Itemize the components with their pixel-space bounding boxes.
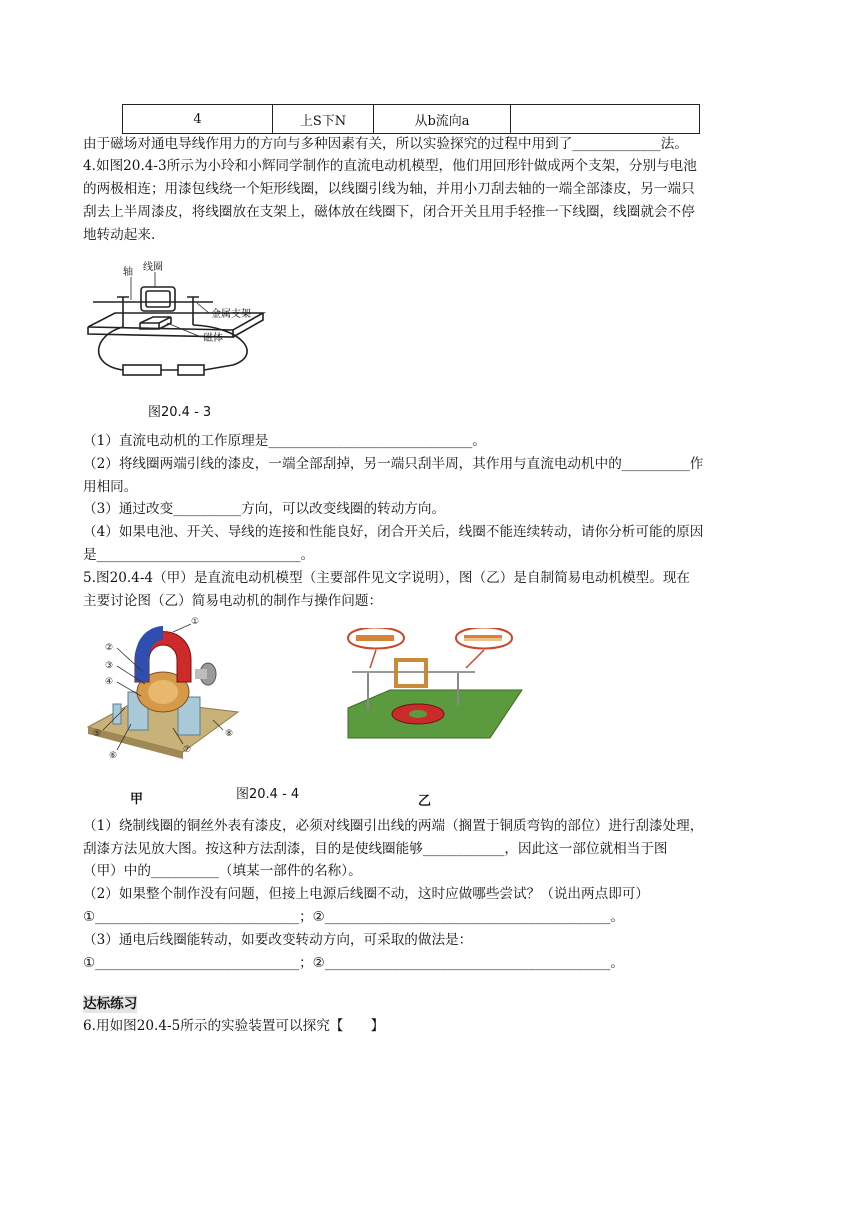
text-line: （2）如果整个制作没有问题，但接上电源后线圈不动，这时应做哪些尝试？（说出两点即可） <box>83 886 649 902</box>
callout-6: ⑥ <box>109 751 118 761</box>
label-magnet: 磁体 <box>203 333 223 344</box>
callout-7: ⑦ <box>183 745 192 755</box>
callout-5: ⑤ <box>93 729 102 739</box>
text-line: 是______________________________。 <box>83 547 315 563</box>
dc-motor-model <box>83 612 241 762</box>
text-line: 刮去上半周漆皮，将线圈放在支架上，磁体放在线圈下，闭合开关且用手轻推一下线圈，线圈就会不停 <box>83 204 695 220</box>
simple-motor-model <box>340 628 530 750</box>
table-row <box>123 105 700 134</box>
label-coil: 线圈 <box>143 262 163 273</box>
text-line: （4）如果电池、开关、导线的连接和性能良好，闭合开关后，线圈不能连续转动，请你分析可能的原因 <box>83 524 704 540</box>
figure-motor-jia <box>83 612 241 762</box>
figure-20-4-3 <box>83 255 273 385</box>
text-line: ①______________________________；②__________________________________________。 <box>83 909 624 925</box>
section-title: 达标练习 <box>83 996 138 1012</box>
table-cell: 从b流向a <box>374 105 511 134</box>
text-line: 地转动起来. <box>83 227 156 243</box>
text-line: （1）绕制线圈的铜丝外表有漆皮，必须对线圈引出线的两端（搁置于铜质弯钩的部位）进行刮漆处理， <box>83 818 704 834</box>
label-jia: 甲 <box>130 792 144 807</box>
label-axis: 轴 <box>123 267 133 278</box>
callout-8: ⑧ <box>225 729 234 739</box>
text-line: ①______________________________；②__________________________________________。 <box>83 955 624 971</box>
figure-caption: 图20.4 - 3 <box>148 405 212 420</box>
text-line: （2）将线圈两端引线的漆皮，一端全部刮掉，另一端只刮半周，其作用与直流电动机中的__________作 <box>83 456 704 472</box>
callout-3: ③ <box>105 661 114 671</box>
text-line: （1）直流电动机的工作原理是______________________________。 <box>83 433 486 449</box>
text-line: 的两极相连；用漆包线绕一个矩形线圈，以线圈引线为轴，并用小刀刮去轴的一端全部漆皮，另一端只 <box>83 181 695 197</box>
label-yi: 乙 <box>418 794 432 809</box>
text-line: 刮漆方法见放大图。按这种方法刮漆，目的是使线圈能够____________，因此这一部位就相当于图 <box>83 841 668 857</box>
table-cell <box>511 105 700 134</box>
text-line: 主要讨论图（乙）简易电动机的制作与操作问题： <box>83 593 383 609</box>
callout-2: ② <box>105 643 114 653</box>
text-line: 4.如图20.4-3所示为小玲和小辉同学制作的直流电动机模型，他们用回形针做成两个支架，分别与电池 <box>83 158 697 174</box>
text-line: 由于磁场对通电导线作用力的方向与多种因素有关，所以实验探究的过程中用到了_____________法。 <box>83 136 688 152</box>
figure-motor-yi <box>340 628 530 750</box>
text-line: 用相同。 <box>83 479 138 495</box>
result-table <box>122 104 700 134</box>
text-line: 5.图20.4-4（甲）是直流电动机模型（主要部件见文字说明），图（乙）是自制简易电动机模型。现在 <box>83 570 691 586</box>
question-6: 6.用如图20.4-5所示的实验装置可以探究【 】 <box>83 1018 385 1034</box>
label-bracket: 金属支架 <box>211 309 251 320</box>
table-cell: 4 <box>123 105 273 134</box>
motor-model-drawing <box>83 255 273 385</box>
text-line: （甲）中的__________（填某一部件的名称）。 <box>83 863 362 879</box>
table-cell: 上S下N <box>273 105 374 134</box>
callout-1: ① <box>191 617 200 627</box>
text-line: （3）通电后线圈能转动，如要改变转动方向，可采取的做法是： <box>83 932 473 948</box>
text-line: （3）通过改变__________方向，可以改变线圈的转动方向。 <box>83 501 446 517</box>
callout-4: ④ <box>105 677 114 687</box>
figure-caption: 图20.4 - 4 <box>236 787 300 802</box>
